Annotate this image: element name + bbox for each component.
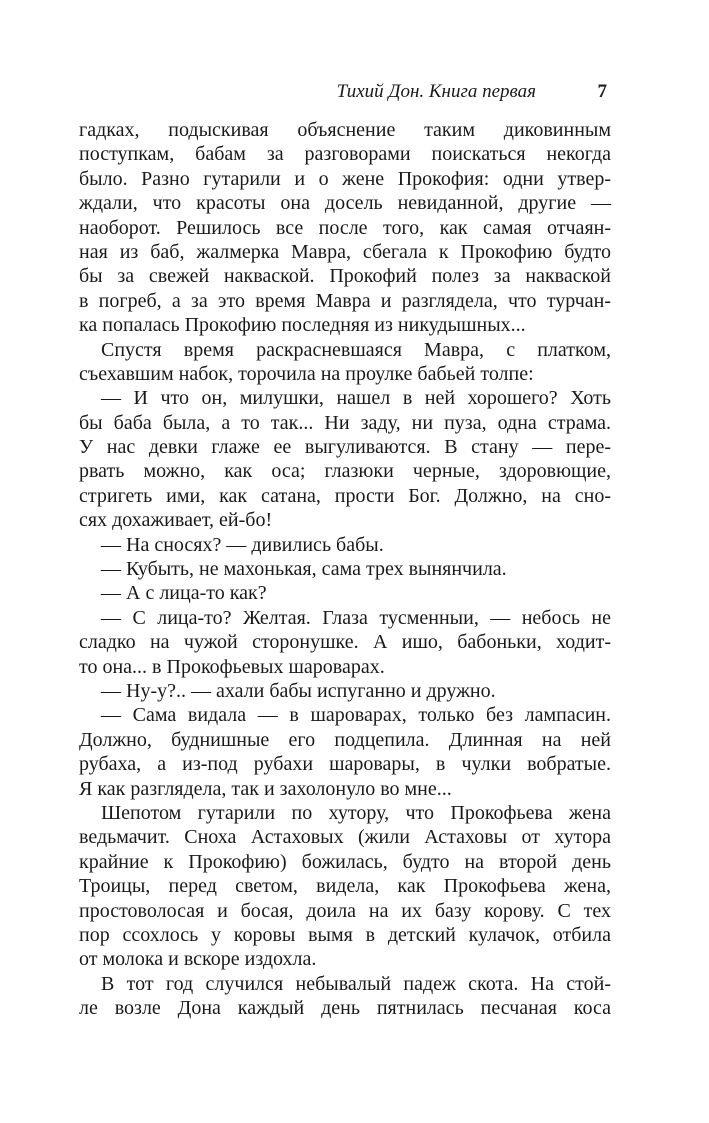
text-line: поступкам, бабам за разговорами поискаться некогда [79, 143, 611, 166]
text-line: — Ну-у?.. — ахали бабы испуганно и дружно. [101, 679, 496, 702]
text-line: сладко на чужой сторонушке. А ишо, бабоньки, ходит- [79, 631, 611, 654]
text-line: — На сносях? — дивились бабы. [101, 533, 384, 556]
body-text [79, 118, 611, 1020]
text-line: рвать можно, как оса; глазюки черные, здоровющие, [79, 460, 611, 483]
text-line: Шепотом гутарили по хутору, что Прокофьева жена [101, 801, 611, 824]
running-title: Тихий Дон. Книга первая [336, 81, 536, 102]
text-line: крайние к Прокофию) божилась, будто на второй день [79, 850, 611, 873]
text-line: Спустя время раскрасневшаяся Мавра, с платком, [101, 338, 611, 361]
text-line: рубаха, а из-под рубахи шаровары, в чулки вобратые. [79, 753, 611, 776]
text-line: В тот год случился небывалый падеж скота. На стой- [101, 972, 611, 995]
text-line: гадках, подыскивая объяснение таким диковинным [79, 119, 611, 141]
running-head [79, 78, 611, 106]
text-line: ная из баб, жалмерка Мавра, сбегала к Прокофию будто [79, 240, 611, 263]
text-line: было. Разно гутарили и о жене Прокофия: одни утвер- [79, 167, 611, 190]
text-line: ведьмачит. Сноха Астаховых (жили Астаховы от хутора [79, 826, 611, 849]
text-line: пор ссохлось у коровы вымя в детский кулачок, отбила [79, 923, 611, 946]
text-line: — А с лица-то как? [101, 582, 267, 605]
text-line: наоборот. Решилось все после того, как самая отчаян- [79, 216, 611, 239]
text-line: — Кубыть, не махонькая, сама трех вынянчила. [101, 558, 507, 581]
text-line: — С лица-то? Желтая. Глаза тусменныи, — небось не [101, 606, 611, 629]
text-line: Я как разглядела, так и захолонуло во мне... [79, 777, 452, 800]
text-line: ка попалась Прокофию последняя из никудышных... [79, 314, 526, 337]
text-line: ждали, что красоты она досель невиданной, другие — [79, 192, 611, 215]
text-line: бы баба была, а то так... Ни заду, ни пуза, одна страма. [79, 411, 611, 434]
text-line: Троицы, перед светом, видела, как Прокофьева жена, [79, 875, 611, 898]
text-line: стригеть ими, как сатана, прости Бог. Должно, на сно- [79, 484, 611, 507]
text-line: бы за свежей накваской. Прокофий полез за накваской [79, 265, 611, 288]
text-line: У нас девки глаже ее выгуливаются. В стану — пере- [79, 436, 611, 459]
text-line: — И что он, милушки, нашел в ней хорошего? Хоть [101, 387, 611, 410]
text-line: сях дохаживает, ей-бо! [79, 509, 273, 532]
text-line: простоволосая и босая, доила на их базу корову. С тех [79, 899, 611, 922]
text-line: то она... в Прокофьевых шароварах. [79, 655, 385, 678]
text-line: Должно, буднишные его подцепила. Длинная на ней [79, 728, 611, 751]
text-line: от молока и вскоре издохла. [79, 948, 317, 971]
text-line: съехавшим набок, торочила на проулке бабьей толпе: [79, 362, 534, 385]
text-line: — Сама видала — в шароварах, только без лампасин. [101, 704, 611, 727]
page-number: 7 [597, 81, 607, 102]
text-line: в погреб, а за это время Мавра и разглядела, что турчан- [79, 289, 611, 312]
text-line: ле возле Дона каждый день пятнилась песчаная коса [79, 997, 611, 1020]
